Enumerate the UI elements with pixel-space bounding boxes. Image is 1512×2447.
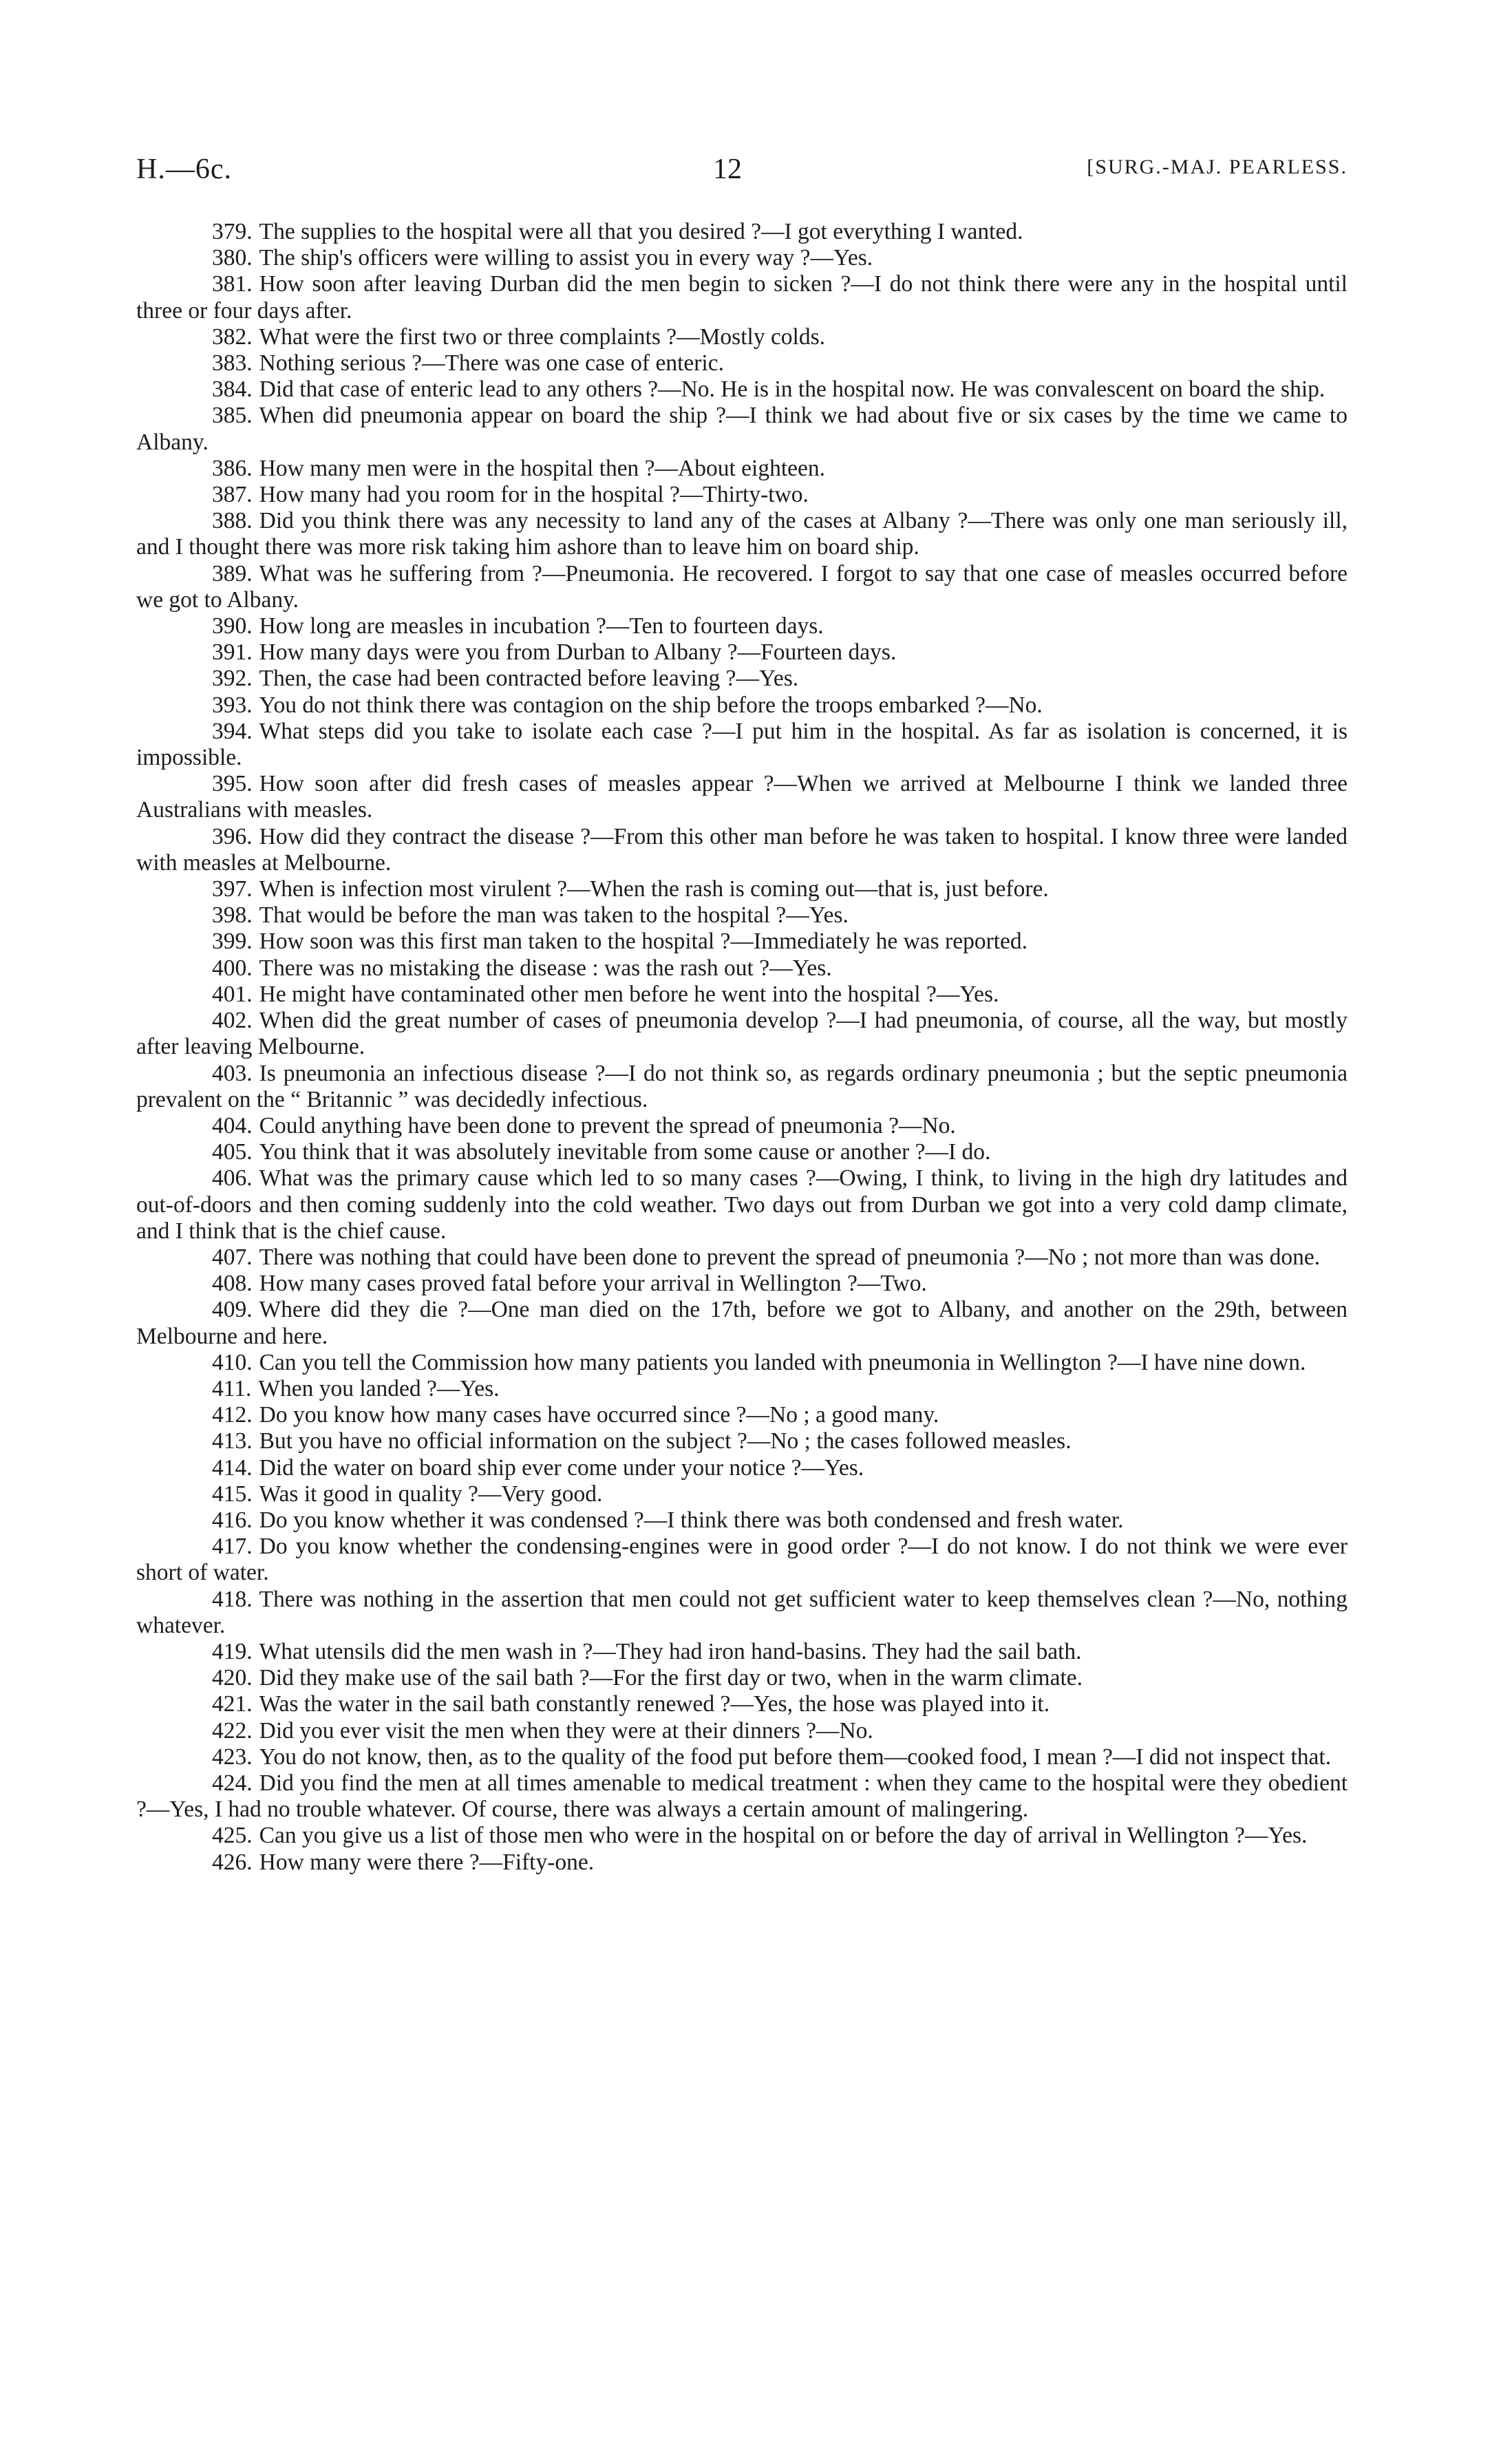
question-number: 421. xyxy=(212,1691,253,1717)
question-answer-text: How many men were in the hospital then ?—About eighteen. xyxy=(259,455,826,481)
question-answer-text: What was the primary cause which led to so many cases ?—Owing, I think, to living in the high dry latitudes and out-of-doors and then coming suddenly into the cold weather. Two days out from Durban we got into a very cold damp climate, and I think that is the chief cause. xyxy=(136,1165,1348,1244)
question-answer-text: You do not know, then, as to the quality of the food put before them—cooked food, I mean ?—I did not inspect that. xyxy=(259,1744,1332,1770)
question-answer-text: What steps did you take to isolate each case ?—I put him in the hospital. As far as isolation is concerned, it is impossible. xyxy=(136,718,1348,771)
question-number: 420. xyxy=(212,1665,253,1691)
question-paragraph xyxy=(136,1665,1348,1691)
question-paragraph xyxy=(136,1718,1348,1744)
question-number: 426. xyxy=(212,1849,253,1875)
question-number: 392. xyxy=(212,666,253,692)
question-paragraph xyxy=(136,1376,1348,1402)
question-answer-text: Can you give us a list of those men who were in the hospital on or before the day of arrival in Wellington ?—Yes. xyxy=(259,1823,1308,1849)
question-number: 406. xyxy=(212,1165,253,1191)
question-paragraph xyxy=(136,456,1348,482)
question-number: 401. xyxy=(212,981,253,1007)
question-number: 380. xyxy=(212,245,253,271)
question-answer-text: That would be before the man was taken to the hospital ?—Yes. xyxy=(259,902,849,929)
question-answer-text: Did you ever visit the men when they were at their dinners ?—No. xyxy=(259,1717,873,1744)
question-paragraph xyxy=(136,666,1348,692)
question-paragraph xyxy=(136,1402,1348,1428)
question-paragraph xyxy=(136,771,1348,823)
question-number: 379. xyxy=(212,219,253,244)
question-answer-text: Did you find the men at all times amenable to medical treatment : when they came to the hospital were they obedient ?—Yes, I had no trouble whatever. Of course, there was always a certain amount of malingering. xyxy=(136,1770,1348,1823)
question-paragraph xyxy=(136,1113,1348,1139)
question-answer-text: You do not think there was contagion on the ship before the troops embarked ?—No. xyxy=(259,692,1043,718)
question-number: 416. xyxy=(212,1507,253,1533)
question-answer-text: Did they make use of the sail bath ?—For the first day or two, when in the warm climate. xyxy=(259,1665,1083,1691)
question-number: 419. xyxy=(212,1638,253,1664)
question-number: 388. xyxy=(212,508,253,534)
question-paragraph xyxy=(136,1744,1348,1770)
question-paragraph xyxy=(136,271,1348,324)
question-paragraph xyxy=(136,719,1348,771)
question-paragraph xyxy=(136,377,1348,403)
question-number: 407. xyxy=(212,1244,253,1270)
question-answer-text: Was it good in quality ?—Very good. xyxy=(259,1481,603,1507)
question-paragraph xyxy=(136,692,1348,719)
question-number: 400. xyxy=(212,955,253,981)
question-paragraph xyxy=(136,902,1348,929)
question-paragraph xyxy=(136,508,1348,560)
question-answer-text: Do you know whether it was condensed ?—I think there was both condensed and fresh water. xyxy=(259,1507,1124,1533)
question-paragraph xyxy=(136,1165,1348,1244)
question-paragraph xyxy=(136,350,1348,377)
question-answer-text: There was nothing that could have been done to prevent the spread of pneumonia ?—No ; not more than was done. xyxy=(259,1244,1321,1270)
question-number: 391. xyxy=(212,639,253,666)
witness-name: [SURG.-MAJ. PEARLESS. xyxy=(1087,156,1348,178)
question-number: 384. xyxy=(212,377,253,403)
testimony-body xyxy=(136,219,1348,1876)
question-answer-text: How many days were you from Durban to Albany ?—Fourteen days. xyxy=(259,639,897,666)
question-paragraph xyxy=(136,982,1348,1008)
question-paragraph xyxy=(136,613,1348,639)
question-answer-text: Was the water in the sail bath constantly renewed ?—Yes, the hose was played into it. xyxy=(259,1691,1050,1717)
question-paragraph xyxy=(136,1139,1348,1165)
question-paragraph xyxy=(136,561,1348,613)
question-answer-text: When did pneumonia appear on board the ship ?—I think we had about five or six cases by the time we came to Albany. xyxy=(136,403,1348,455)
question-number: 417. xyxy=(212,1534,253,1560)
question-paragraph xyxy=(136,1244,1348,1271)
document-reference: H.—6c. xyxy=(136,153,232,185)
question-answer-text: He might have contaminated other men before he went into the hospital ?—Yes. xyxy=(259,981,999,1007)
question-paragraph xyxy=(136,955,1348,982)
question-answer-text: There was no mistaking the disease : was the rash out ?—Yes. xyxy=(259,955,832,981)
question-answer-text: Nothing serious ?—There was one case of enteric. xyxy=(259,350,724,377)
question-answer-text: How soon was this first man taken to the hospital ?—Immediately he was reported. xyxy=(259,929,1028,955)
question-number: 398. xyxy=(212,902,253,929)
question-number: 390. xyxy=(212,613,253,639)
question-paragraph xyxy=(136,482,1348,508)
question-paragraph xyxy=(136,1534,1348,1586)
question-number: 404. xyxy=(212,1112,253,1138)
question-paragraph xyxy=(136,1061,1348,1113)
question-number: 402. xyxy=(212,1008,253,1034)
page-header xyxy=(136,153,1348,194)
question-paragraph xyxy=(136,1587,1348,1639)
question-paragraph xyxy=(136,1297,1348,1349)
question-number: 424. xyxy=(212,1770,253,1796)
question-answer-text: When is infection most virulent ?—When the rash is coming out—that is, just before. xyxy=(259,876,1049,902)
question-number: 382. xyxy=(212,324,253,350)
question-paragraph xyxy=(136,1008,1348,1060)
question-number: 422. xyxy=(212,1717,253,1744)
question-answer-text: Could anything have been done to prevent the spread of pneumonia ?—No. xyxy=(259,1112,956,1138)
question-answer-text: Where did they die ?—One man died on the 17th, before we got to Albany, and another on the 29th, between Melbourne and here. xyxy=(136,1297,1348,1349)
question-paragraph xyxy=(136,1350,1348,1376)
question-paragraph xyxy=(136,1271,1348,1297)
question-number: 389. xyxy=(212,560,253,586)
question-number: 394. xyxy=(212,718,253,744)
question-paragraph xyxy=(136,403,1348,455)
question-answer-text: Is pneumonia an infectious disease ?—I do not think so, as regards ordinary pneumonia ; but the septic pneumonia prevalent on the “ Britannic ” was decidedly infectious. xyxy=(136,1060,1348,1112)
question-number: 399. xyxy=(212,929,253,955)
question-paragraph xyxy=(136,1691,1348,1717)
question-number: 409. xyxy=(212,1297,253,1323)
question-number: 410. xyxy=(212,1349,253,1375)
question-paragraph xyxy=(136,1639,1348,1665)
question-answer-text: How long are measles in incubation ?—Ten to fourteen days. xyxy=(259,613,824,639)
question-number: 413. xyxy=(212,1428,253,1454)
question-answer-text: Did the water on board ship ever come under your notice ?—Yes. xyxy=(259,1454,864,1481)
question-number: 425. xyxy=(212,1823,253,1849)
question-number: 414. xyxy=(212,1454,253,1481)
question-paragraph xyxy=(136,824,1348,876)
page-number: 12 xyxy=(713,153,742,185)
question-answer-text: The ship's officers were willing to assist you in every way ?—Yes. xyxy=(259,245,873,271)
question-answer-text: Do you know whether the condensing-engines were in good order ?—I do not know. I do not think we were ever short of water. xyxy=(136,1534,1348,1586)
question-answer-text: Did you think there was any necessity to land any of the cases at Albany ?—There was only one man seriously ill, and I thought there was more risk taking him ashore than to leave him on board ship. xyxy=(136,508,1348,560)
question-paragraph xyxy=(136,1428,1348,1454)
question-number: 418. xyxy=(212,1586,253,1612)
question-number: 408. xyxy=(212,1271,253,1297)
question-paragraph xyxy=(136,876,1348,902)
question-answer-text: What utensils did the men wash in ?—They had iron hand-basins. They had the sail bath. xyxy=(259,1638,1082,1664)
question-answer-text: Did that case of enteric lead to any others ?—No. He is in the hospital now. He was convalescent on board the ship. xyxy=(259,377,1325,403)
question-answer-text: Then, the case had been contracted before leaving ?—Yes. xyxy=(259,666,799,692)
question-paragraph xyxy=(136,1455,1348,1481)
question-answer-text: How soon after leaving Durban did the men begin to sicken ?—I do not think there were any in the hospital until three or four days after. xyxy=(136,271,1348,324)
question-paragraph xyxy=(136,1507,1348,1534)
question-number: 386. xyxy=(212,455,253,481)
question-number: 412. xyxy=(212,1402,253,1428)
question-answer-text: But you have no official information on the subject ?—No ; the cases followed measles. xyxy=(259,1428,1072,1454)
question-number: 415. xyxy=(212,1481,253,1507)
question-paragraph xyxy=(136,639,1348,666)
question-answer-text: How soon after did fresh cases of measles appear ?—When we arrived at Melbourne I think we landed three Australians with measles. xyxy=(136,771,1348,823)
question-answer-text: How many were there ?—Fifty-one. xyxy=(259,1849,595,1875)
question-paragraph xyxy=(136,1481,1348,1507)
question-number: 381. xyxy=(212,271,253,297)
question-answer-text: You think that it was absolutely inevitable from some cause or another ?—I do. xyxy=(259,1139,991,1165)
question-answer-text: What was he suffering from ?—Pneumonia. He recovered. I forgot to say that one case of measles occurred before we got to Albany. xyxy=(136,560,1348,613)
question-number: 385. xyxy=(212,403,253,429)
question-answer-text: How many had you room for in the hospital ?—Thirty-two. xyxy=(259,482,809,508)
question-number: 411. xyxy=(212,1375,252,1401)
question-paragraph xyxy=(136,1823,1348,1849)
question-paragraph xyxy=(136,929,1348,955)
question-paragraph xyxy=(136,219,1348,245)
question-paragraph xyxy=(136,245,1348,271)
question-paragraph xyxy=(136,1770,1348,1823)
question-number: 387. xyxy=(212,482,253,508)
question-answer-text: When did the great number of cases of pneumonia develop ?—I had pneumonia, of course, all the way, but mostly after leaving Melbourne. xyxy=(136,1008,1348,1060)
question-answer-text: There was nothing in the assertion that men could not get sufficient water to keep themselves clean ?—No, nothing whatever. xyxy=(136,1586,1348,1638)
question-number: 393. xyxy=(212,692,253,718)
question-number: 403. xyxy=(212,1060,253,1086)
question-number: 383. xyxy=(212,350,253,377)
question-answer-text: The supplies to the hospital were all that you desired ?—I got everything I wanted. xyxy=(259,219,1023,244)
question-answer-text: Do you know how many cases have occurred since ?—No ; a good many. xyxy=(259,1402,939,1428)
question-number: 395. xyxy=(212,771,253,797)
question-answer-text: How many cases proved fatal before your arrival in Wellington ?—Two. xyxy=(259,1271,927,1297)
question-answer-text: Can you tell the Commission how many patients you landed with pneumonia in Wellington ?—I have nine down. xyxy=(259,1349,1306,1375)
question-number: 405. xyxy=(212,1139,253,1165)
question-paragraph xyxy=(136,324,1348,350)
question-number: 396. xyxy=(212,823,253,849)
question-answer-text: What were the first two or three complaints ?—Mostly colds. xyxy=(259,324,826,350)
question-number: 397. xyxy=(212,876,253,902)
question-number: 423. xyxy=(212,1744,253,1770)
question-answer-text: How did they contract the disease ?—From this other man before he was taken to hospital. I know three were landed with measles at Melbourne. xyxy=(136,823,1348,876)
question-paragraph xyxy=(136,1850,1348,1876)
question-answer-text: When you landed ?—Yes. xyxy=(258,1375,500,1401)
